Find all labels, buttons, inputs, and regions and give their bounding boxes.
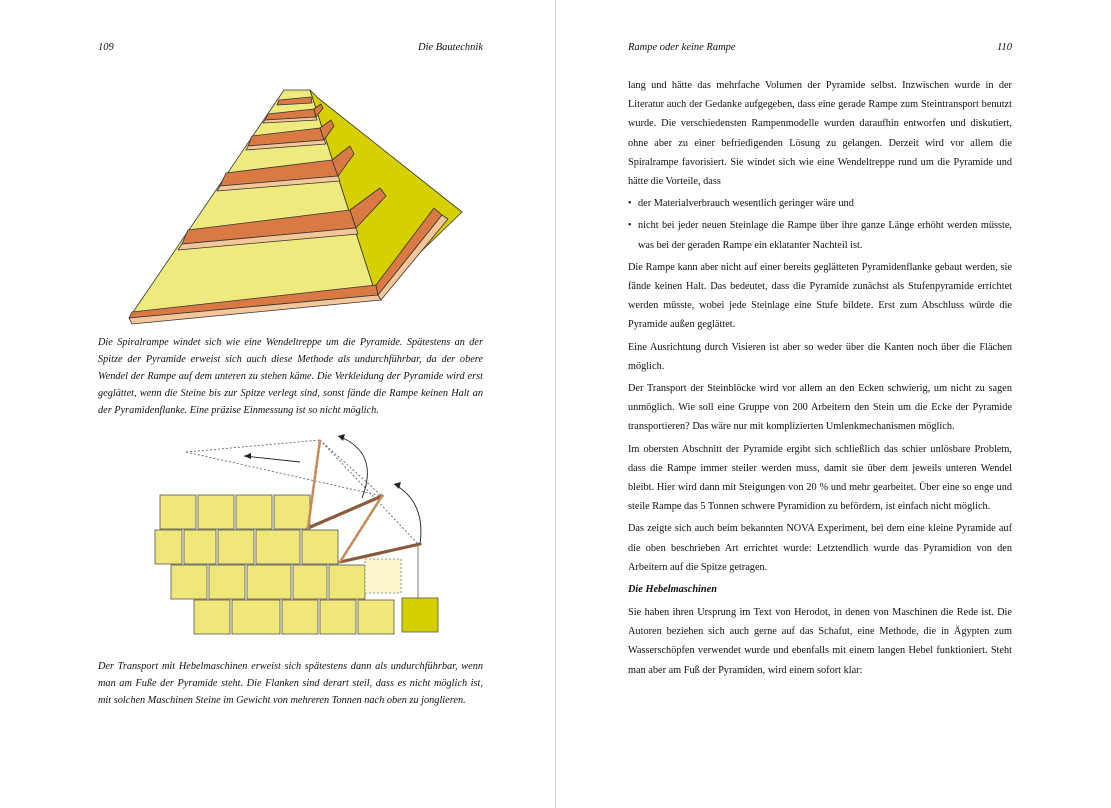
stone-block: [282, 600, 318, 634]
section-heading: Die Hebelmaschinen: [628, 584, 717, 596]
lever-beam-ghost: [308, 440, 320, 528]
stone-block: [302, 530, 338, 564]
stone-block: [232, 600, 280, 634]
paragraph: Die Rampe kann aber nicht auf einer bereits geglätteten Pyramidenflanke gebaut werden, sie fände keinen Halt. Das bedeutet, dass die Pyramide zunächst als Stufenpyramide errichtet werden müsste, wobei jede Steinlage eine Stufe bildete. Erst zum Abschluss würde die Pyramide außen geglättet.: [628, 261, 1012, 331]
rotation-arrow-lower: [394, 484, 421, 544]
stone-block: [155, 530, 182, 564]
lifted-stone-outline: [365, 559, 401, 593]
stone-block: [184, 530, 216, 564]
left-page-number: 109: [98, 42, 114, 53]
advantages-list: [628, 194, 1012, 255]
stone-block: [320, 600, 356, 634]
list-item: • nicht bei jeder neuen Steinlage die Rampe über ihre ganze Länge erhöht werden müsste, was bei der geraden Rampe ein eklatanter Nachteil ist.: [628, 216, 1012, 254]
stone-block: [160, 495, 196, 529]
stone-block: [247, 565, 291, 599]
stone-block: [236, 495, 272, 529]
left-running-head: Die Bautechnik: [417, 42, 483, 53]
right-page-number: 110: [997, 42, 1012, 53]
right-page-body: [628, 76, 1012, 683]
stone-block: [329, 565, 365, 599]
stone-block: [198, 495, 234, 529]
paragraph: Sie haben ihren Ursprung im Text von Herodot, in denen von Maschinen die Rede ist. Die Autoren beziehen sich auch gerne auf das Schafut, eine Methode, die in Ägypten zum Wasserschöpfen verwendet wurde und ebenfalls mit einem langen Hebel funktioniert. Steht man aber am Fuß der Pyramiden, wird einem sofort klar:: [628, 607, 1012, 676]
paragraph: Eine Ausrichtung durch Visieren ist aber so weder über die Kanten noch über die Flächen möglich.: [628, 341, 1012, 372]
stone-block: [256, 530, 300, 564]
direction-arrow: [244, 456, 300, 462]
rotation-arrow-upper: [338, 436, 367, 498]
caption-spiral-ramp: Die Spiralrampe windet sich wie eine Wendeltreppe um die Pyramide. Spätestens an der Spitze der Pyramide erweist sich auch diese Methode als undurchführbar, da der obere Wendel der Rampe auf dem unteren zu stehen käme. Die Verkleidung der Pyramide wird erst geglättet, wenn die Steine bis zur Spitze verlegt sind, sonst fände die Rampe keinen Halt an der Pyramidenflanke. Eine präzise Einmessung ist so nicht möglich.: [98, 337, 483, 416]
paragraph: Im obersten Abschnitt der Pyramide ergibt sich schließlich das schier unlösbare Problem, dass die Rampe immer steiler werden muss, damit sie über dem jeweils unteren Wendel bleibt. Hier wird dann mit Steigungen von 20 % und mehr gearbeitet. Über eine so enge und steile Rampe das 5 Tonnen schwere Pyramidion zu befördern, ist einfach nicht möglich.: [628, 443, 1012, 513]
stone-block: [293, 565, 327, 599]
stone-block: [171, 565, 207, 599]
lever-machine-illustration: [150, 432, 450, 638]
target-stone: [402, 598, 438, 632]
paragraph: lang und hätte das mehrfache Volumen der Pyramide selbst. Inzwischen wurde in der Literatur auch der Gedanke aufgegeben, dass eine gerade Rampe zum Steintransport benutzt wurde. Die verschiedensten Rampenmodelle wurden daraufhin entworfen und diskutiert, ohne aber zu einer befriedigenden Lösung zu gelangen. Derzeit wird vor allem die Spiralrampe favorisiert. Sie windet sich wie eine Wendeltreppe rund um die Pyramide und hätte die Vorteile, dass: [628, 80, 1012, 188]
spiral-ramp-pyramid-illustration: [128, 88, 466, 326]
caption-lever-machine: Der Transport mit Hebelmaschinen erweist sich spätestens dann als undurchführbar, wenn man am Fuße der Pyramide steht. Die Flanken sind derart steil, dass es nicht möglich ist, mit solchen Maschinen Steine im Gewicht von mehreren Tonnen nach oben zu jonglieren.: [98, 661, 483, 706]
paragraph: Der Transport der Steinblöcke wird vor allem an den Ecken schwierig, um nicht zu sagen unmöglich. Wie soll eine Gruppe von 200 Arbeitern den Stein um die Ecke der Pyramide transportieren? Das wäre nur mit komplizierten Umlenkmechanismen möglich.: [628, 383, 1012, 433]
stone-block: [209, 565, 245, 599]
book-gutter: [555, 0, 556, 808]
right-running-head: Rampe oder keine Rampe: [628, 42, 736, 53]
stone-block: [194, 600, 230, 634]
paragraph: Das zeigte sich auch beim bekannten NOVA Experiment, bei dem eine kleine Pyramide auf die oben beschrieben Art errichtet wurde: Letztendlich wurde das Pyramidion von den Arbeitern auf die Spitze getragen.: [628, 523, 1012, 573]
stone-block: [274, 495, 310, 529]
list-item: • der Materialverbrauch wesentlich geringer wäre und: [628, 194, 1012, 213]
stone-block: [218, 530, 254, 564]
stone-block: [358, 600, 394, 634]
